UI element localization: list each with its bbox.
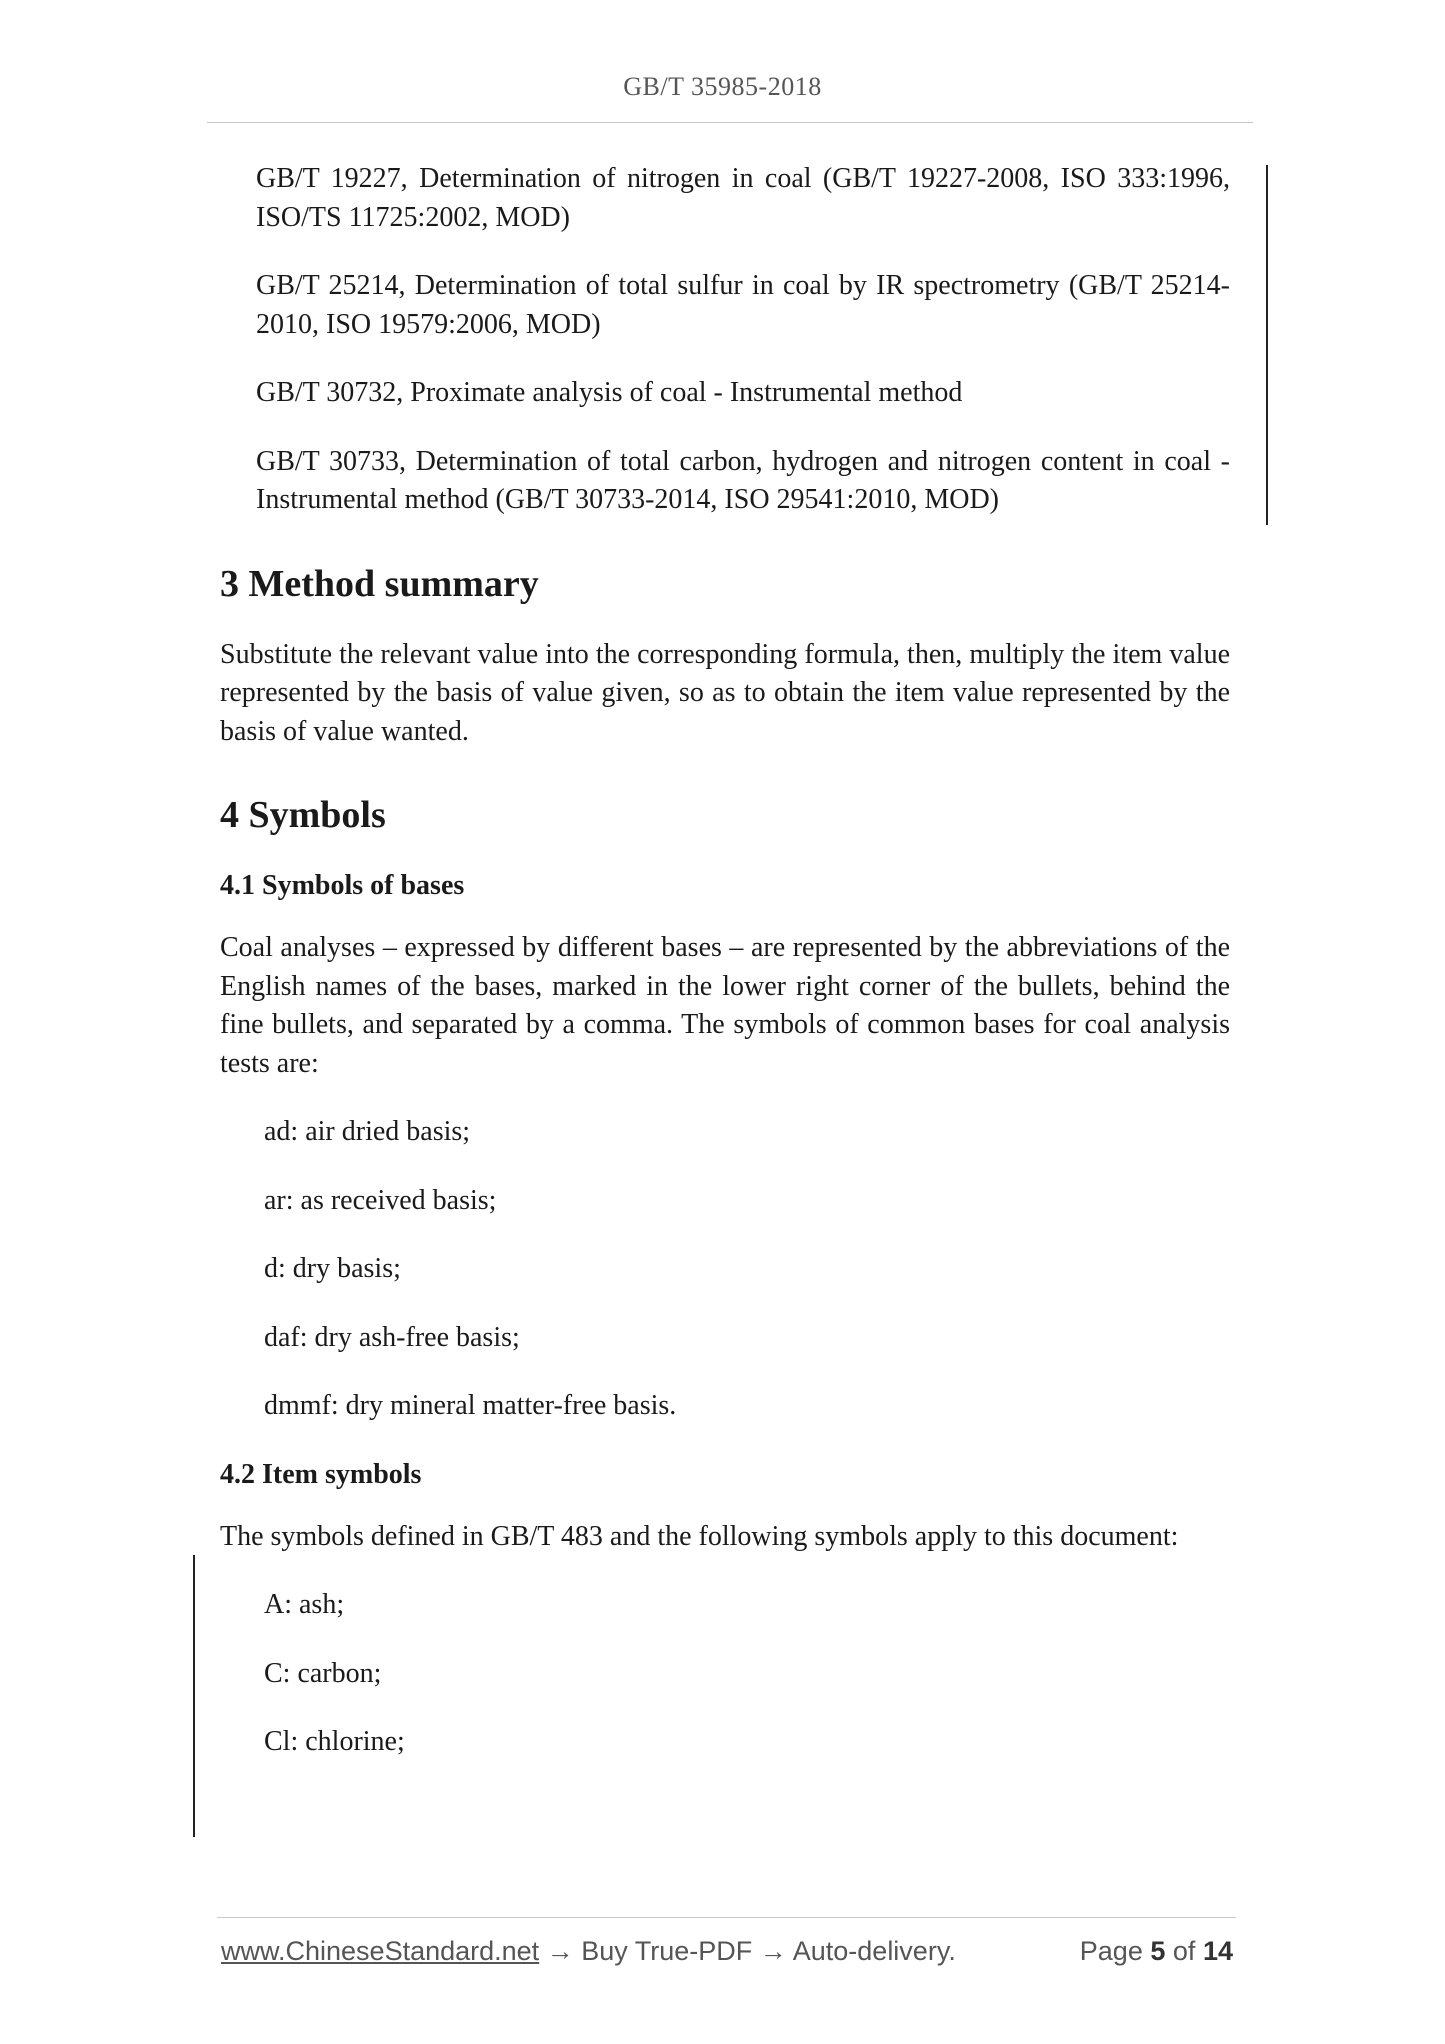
item-symbol-cl: Cl: chlorine; <box>264 1726 405 1757</box>
basis-symbol-dmmf: dmmf: dry mineral matter-free basis. <box>264 1390 677 1421</box>
basis-symbol-ad: ad: air dried basis; <box>264 1116 471 1147</box>
section-4-2-heading: 4.2 Item symbols <box>220 1458 422 1490</box>
basis-symbol-daf: daf: dry ash-free basis; <box>264 1321 520 1353</box>
basis-symbol-ar: ar: as received basis; <box>264 1184 497 1216</box>
header-divider <box>207 122 1253 123</box>
section-4-heading: 4 Symbols <box>220 794 386 836</box>
page-counter <box>1080 1936 1233 1967</box>
footer-promo <box>221 1936 956 1967</box>
page-header: GB/T 35985-2018 <box>623 72 822 101</box>
section-4-1-text: Coal analyses – expressed by different bases – are represented by the abbreviations of the English names of the bases, marked in the lower right corner of the bullets, behind the fine bullets, and separated by a comma. The symbols of common bases for coal analysis tests are: <box>220 932 1230 1079</box>
reference-gbt-19227: GB/T 19227, Determination of nitrogen in coal (GB/T 19227-2008, ISO 333:1996, ISO/TS 11725:2002, MOD) <box>256 163 1230 233</box>
footer-tagline: → Buy True-PDF → Auto-delivery. <box>539 1936 956 1966</box>
basis-symbol-d: d: dry basis; <box>264 1253 401 1284</box>
item-symbol-a: A: ash; <box>264 1589 345 1620</box>
reference-gbt-25214: GB/T 25214, Determination of total sulfur in coal by IR spectrometry (GB/T 25214-2010, ISO 19579:2006, MOD) <box>256 270 1230 340</box>
reference-gbt-30733: GB/T 30733, Determination of total carbon, hydrogen and nitrogen content in coal - Instrumental method (GB/T 30733-2014, ISO 29541:2010, MOD) <box>256 445 1230 515</box>
of-word: of <box>1172 1936 1196 1966</box>
reference-gbt-30732: GB/T 30732, Proximate analysis of coal - Instrumental method <box>256 377 963 408</box>
footer-divider <box>217 1917 1236 1918</box>
section-3-heading: 3 Method summary <box>220 562 539 605</box>
section-4-1-heading: 4.1 Symbols of bases <box>220 870 465 901</box>
document-body <box>220 160 1230 1792</box>
page-word: Page <box>1079 1936 1143 1966</box>
item-symbol-c: C: carbon; <box>264 1657 382 1689</box>
total-pages: 14 <box>1202 1936 1233 1966</box>
footer-site-link[interactable]: www.ChineseStandard.net <box>221 1936 540 1966</box>
change-bar-references <box>1266 165 1268 525</box>
page-number: 5 <box>1150 1936 1166 1966</box>
section-3-text: Substitute the relevant value into the corresponding formula, then, multiply the item value represented by the basis of value given, so as to obtain the item value represented by the basis of value wanted. <box>220 638 1230 747</box>
change-bar-item-symbols <box>193 1555 195 1837</box>
section-4-2-text: The symbols defined in GB/T 483 and the following symbols apply to this document: <box>220 1520 1179 1552</box>
